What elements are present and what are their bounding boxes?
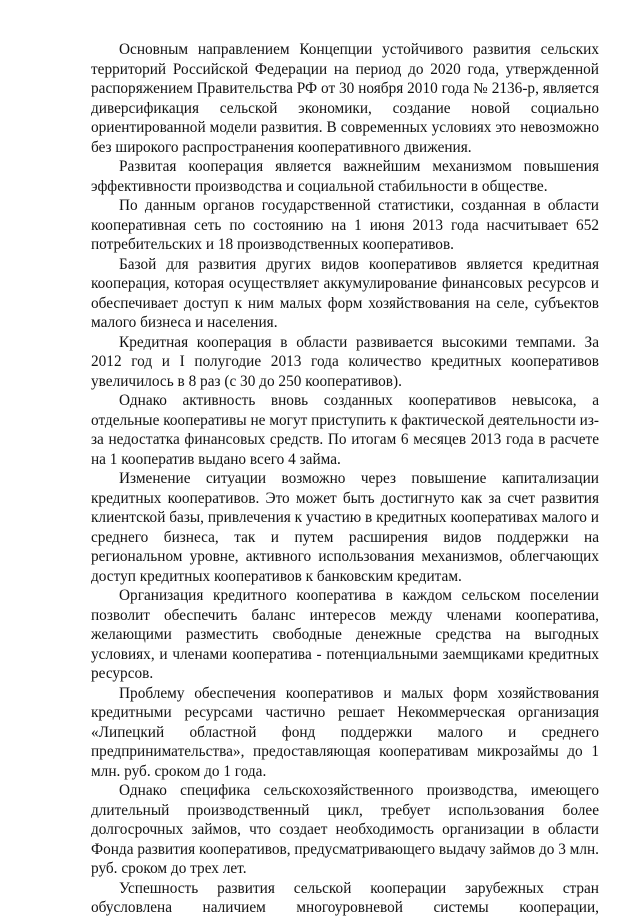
paragraph-3: По данным органов государственной статистики, созданная в области кооперативная сеть по состоянию на 1 июня 2013 года насчитывает 652 потребительских и 18 производственных кооперативов. xyxy=(91,197,599,253)
paragraph-2: Развитая кооперация является важнейшим механизмом повышения эффективности производства и социальной стабильности в обществе. xyxy=(91,158,599,195)
paragraph-8: Организация кредитного кооператива в каждом сельском поселении позволит обеспечить баланс интересов между членами кооператива, желающими разместить свободные денежные средства на выгодных условиях, и членами кооператива - потенциальными заемщиками кредитных ресурсов. xyxy=(91,587,599,682)
paragraph-4: Базой для развития других видов кооперативов является кредитная кооперация, которая осуществляет аккумулирование финансовых ресурсов и обеспечивает доступ к ним малых форм хозяйствования на селе, субъектов малого бизнеса и населения. xyxy=(91,255,599,331)
paragraph-9: Проблему обеспечения кооперативов и малых форм хозяйствования кредитными ресурсами частично решает Некоммерческая организация «Липецкий областной фонд поддержки малого и среднего предпринимательства», предоставляющая кооперативам микрозаймы до 1 млн. руб. сроком до 1 года. xyxy=(91,684,599,780)
paragraph-10: Однако специфика сельскохозяйственного производства, имеющего длительный производственный цикл, требует использования более долгосрочных займов, что создает необходимость организации в области Фонда развития кооперативов, предусматривающего выдачу займов до 3 млн. руб. сроком до трех лет. xyxy=(91,782,599,877)
paragraph-1: Основным направлением Концепции устойчивого развития сельских территорий Российской Федерации на период до 2020 года, утвержденной распоряжением Правительства РФ от 30 ноября 2010 года № 2136-р, является диверсификация сельской экономики, создание новой социально ориентированной модели развития. В современных условиях это невозможно без широкого распространения кооперативного движения. xyxy=(91,41,599,156)
document-body xyxy=(91,40,599,918)
paragraph-7: Изменение ситуации возможно через повышение капитализации кредитных кооперативов. Это может быть достигнуто как за счет развития клиентской базы, привлечения к участию в кредитных кооперативах малого и среднего бизнеса, так и путем расширения видов поддержки на региональном уровне, активного использования механизмов, облегчающих доступ кредитных кооперативов к банковским кредитам. xyxy=(91,470,599,585)
paragraph-6: Однако активность вновь созданных кооперативов невысока, а отдельные кооперативы не могут приступить к фактической деятельности из-за недостатка финансовых средств. По итогам 6 месяцев 2013 года в расчете на 1 кооператив выдано всего 4 займа. xyxy=(91,392,599,468)
paragraph-11: Успешность развития сельской кооперации зарубежных стран обусловлена наличием многоуровневой системы кооперации, xyxy=(91,879,599,916)
paragraph-5: Кредитная кооперация в области развивается высокими темпами. За 2012 год и I полугодие 2013 года количество кредитных кооперативов увеличилось в 8 раз (с 30 до 250 кооперативов). xyxy=(91,333,599,390)
